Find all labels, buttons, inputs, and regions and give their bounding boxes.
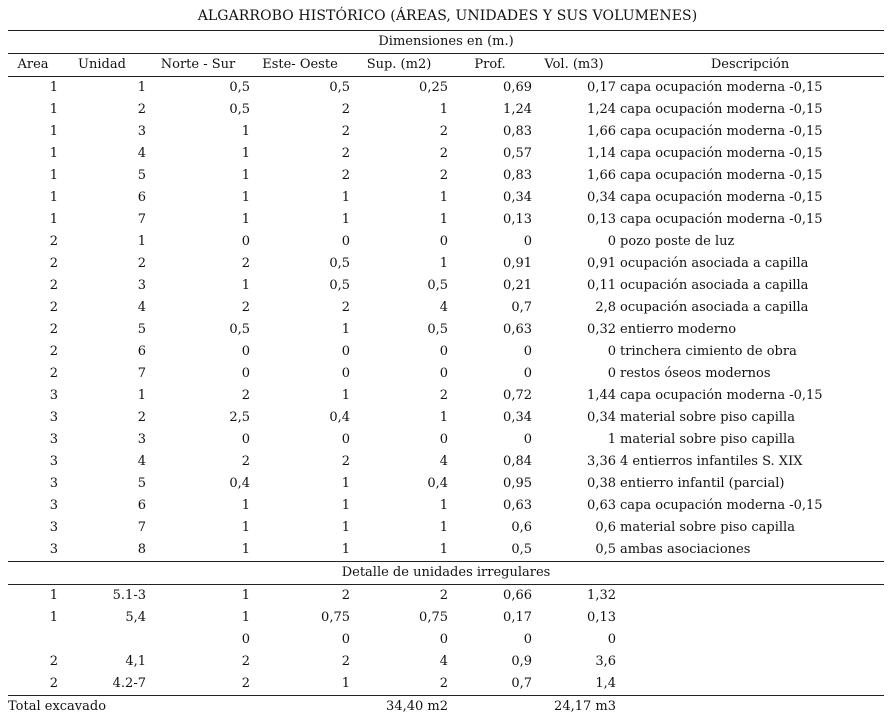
table-cell: 1 bbox=[341, 498, 350, 513]
table-cell: 2 bbox=[439, 124, 448, 139]
table-cell: 0 bbox=[439, 344, 448, 359]
table-cell: 1 bbox=[241, 542, 250, 557]
table-cell: 0,83 bbox=[503, 124, 532, 139]
cell-description: trinchera cimiento de obra bbox=[620, 344, 797, 359]
table-cell: 2 bbox=[49, 278, 58, 293]
table-row bbox=[8, 607, 884, 629]
table-cell: 2 bbox=[341, 588, 350, 603]
table-row bbox=[8, 629, 884, 651]
table-cell: 0,5 bbox=[229, 322, 250, 337]
table-cell: 2 bbox=[137, 256, 146, 271]
table-cell: 1 bbox=[241, 610, 250, 625]
table-cell: 1 bbox=[439, 410, 448, 425]
table-cell: 1 bbox=[49, 588, 58, 603]
table-cell: 0,6 bbox=[511, 520, 532, 535]
irregular-rows bbox=[8, 585, 884, 696]
table-cell: 3 bbox=[137, 124, 146, 139]
table-cell: 1 bbox=[439, 102, 448, 117]
table-cell: 2 bbox=[241, 676, 250, 691]
table-cell: 0,34 bbox=[587, 410, 616, 425]
table-cell: 1 bbox=[241, 168, 250, 183]
table-cell: 0,11 bbox=[587, 278, 616, 293]
table-cell: 0,9 bbox=[511, 654, 532, 669]
table-cell: 0 bbox=[341, 432, 350, 447]
table-cell: 3 bbox=[49, 476, 58, 491]
column-header: Norte - Sur bbox=[146, 54, 250, 77]
table-cell: 1,24 bbox=[503, 102, 532, 117]
table-cell: 0,13 bbox=[587, 610, 616, 625]
table-row bbox=[8, 121, 884, 143]
table-cell: 2 bbox=[341, 146, 350, 161]
table-cell: 1 bbox=[49, 168, 58, 183]
table-cell: 0 bbox=[241, 366, 250, 381]
table-cell: 4 bbox=[439, 654, 448, 669]
cell-description: ambas asociaciones bbox=[620, 542, 751, 557]
table-cell: 1 bbox=[439, 520, 448, 535]
table-cell: 2 bbox=[439, 168, 448, 183]
table-cell: 1 bbox=[49, 146, 58, 161]
table-cell: 0,75 bbox=[419, 610, 448, 625]
table-cell: 0,7 bbox=[511, 676, 532, 691]
table-cell: 0,63 bbox=[587, 498, 616, 513]
table-cell: 5 bbox=[137, 168, 146, 183]
table-cell: 2 bbox=[241, 654, 250, 669]
column-header: Este- Oeste bbox=[250, 54, 350, 77]
table-cell: 2 bbox=[439, 146, 448, 161]
table-cell: 2 bbox=[439, 388, 448, 403]
table-cell: 0,17 bbox=[503, 610, 532, 625]
table-cell: 1 bbox=[341, 190, 350, 205]
table-cell: 1,24 bbox=[587, 102, 616, 117]
table-cell: 0 bbox=[523, 632, 532, 647]
table-cell: 0,34 bbox=[587, 190, 616, 205]
table-cell: 0,17 bbox=[587, 80, 616, 95]
table-cell: 0,25 bbox=[419, 80, 448, 95]
table-cell: 1 bbox=[607, 432, 616, 447]
cell-description: material sobre piso capilla bbox=[620, 410, 795, 425]
table-cell: 0,91 bbox=[587, 256, 616, 271]
table-cell: 6 bbox=[137, 344, 146, 359]
table-cell: 3 bbox=[49, 542, 58, 557]
table-cell: 0,57 bbox=[503, 146, 532, 161]
cell-description: capa ocupación moderna -0,15 bbox=[620, 102, 823, 117]
table-cell: 0 bbox=[439, 432, 448, 447]
table-cell: 0 bbox=[241, 234, 250, 249]
empty-cell bbox=[616, 651, 884, 673]
dimensions-header-row bbox=[8, 31, 884, 54]
table-row bbox=[8, 99, 884, 121]
cell-description: capa ocupación moderna -0,15 bbox=[620, 168, 823, 183]
table-cell: 1 bbox=[241, 146, 250, 161]
table-cell: 2 bbox=[137, 410, 146, 425]
table-row bbox=[8, 673, 884, 696]
column-header: Prof. bbox=[448, 54, 532, 77]
table-cell: 5.1-3 bbox=[112, 588, 146, 603]
table-cell: 2 bbox=[49, 366, 58, 381]
table-cell: 0 bbox=[341, 344, 350, 359]
table-cell: 0 bbox=[607, 234, 616, 249]
table-row bbox=[8, 651, 884, 673]
cell-description: restos óseos modernos bbox=[620, 366, 771, 381]
table-cell: 2 bbox=[241, 454, 250, 469]
table-row bbox=[8, 187, 884, 209]
cell-description: ocupación asociada a capilla bbox=[620, 278, 809, 293]
table-cell: 1,66 bbox=[587, 168, 616, 183]
table-cell: 1 bbox=[137, 388, 146, 403]
table-cell: 1 bbox=[49, 80, 58, 95]
cell-description: entierro infantil (parcial) bbox=[620, 476, 785, 491]
table-row bbox=[8, 143, 884, 165]
total-label: Total excavado bbox=[8, 696, 250, 718]
table-cell: 0,69 bbox=[503, 80, 532, 95]
table-cell: 0,5 bbox=[329, 278, 350, 293]
table-cell: 0,4 bbox=[229, 476, 250, 491]
table-cell: 2 bbox=[439, 676, 448, 691]
table-cell: 1 bbox=[49, 610, 58, 625]
table-cell: 1,4 bbox=[595, 676, 616, 691]
table-cell: 2 bbox=[341, 124, 350, 139]
table-cell: 4.2-7 bbox=[112, 676, 146, 691]
empty-cell bbox=[616, 607, 884, 629]
table-cell: 1 bbox=[341, 676, 350, 691]
table-cell: 0,6 bbox=[595, 520, 616, 535]
table-row bbox=[8, 429, 884, 451]
table-cell: 1 bbox=[49, 190, 58, 205]
table-cell: 1 bbox=[439, 212, 448, 227]
table-cell: 0 bbox=[241, 632, 250, 647]
table-cell: 4 bbox=[137, 146, 146, 161]
table-cell: 4 bbox=[439, 300, 448, 315]
table-cell: 0,95 bbox=[503, 476, 532, 491]
table-cell: 1 bbox=[241, 190, 250, 205]
table-row bbox=[8, 363, 884, 385]
table-cell: 0 bbox=[523, 344, 532, 359]
table-cell: 0,83 bbox=[503, 168, 532, 183]
table-cell: 7 bbox=[137, 520, 146, 535]
column-header: Vol. (m3) bbox=[532, 54, 616, 77]
cell-description: ocupación asociada a capilla bbox=[620, 256, 809, 271]
empty-cell bbox=[616, 673, 884, 696]
irregular-header-row bbox=[8, 562, 884, 585]
table-row bbox=[8, 539, 884, 562]
table-cell: 5 bbox=[137, 322, 146, 337]
table-cell: 1 bbox=[341, 520, 350, 535]
table-row bbox=[8, 495, 884, 517]
table-cell: 2 bbox=[137, 102, 146, 117]
table-row bbox=[8, 385, 884, 407]
table-cell: 0,4 bbox=[329, 410, 350, 425]
cell-description: pozo poste de luz bbox=[620, 234, 735, 249]
table-cell bbox=[58, 629, 146, 651]
table-cell: 0,91 bbox=[503, 256, 532, 271]
table-cell: 1,66 bbox=[587, 124, 616, 139]
table-cell: 7 bbox=[137, 366, 146, 381]
table-cell: 2 bbox=[49, 654, 58, 669]
table-row bbox=[8, 275, 884, 297]
table-row bbox=[8, 165, 884, 187]
table-cell: 1 bbox=[137, 80, 146, 95]
table-cell: 0,72 bbox=[503, 388, 532, 403]
table-cell: 0 bbox=[607, 366, 616, 381]
table-cell: 1 bbox=[241, 124, 250, 139]
table-cell: 0,5 bbox=[511, 542, 532, 557]
cell-description: ocupación asociada a capilla bbox=[620, 300, 809, 315]
table-cell: 1 bbox=[439, 256, 448, 271]
table-cell: 0 bbox=[241, 432, 250, 447]
total-volume: 24,17 m3 bbox=[448, 696, 616, 718]
table-cell: 5,4 bbox=[125, 610, 146, 625]
table-cell: 1 bbox=[241, 588, 250, 603]
cell-description: capa ocupación moderna -0,15 bbox=[620, 498, 823, 513]
table-cell: 0,13 bbox=[503, 212, 532, 227]
table-row bbox=[8, 407, 884, 429]
table-cell: 4 bbox=[439, 454, 448, 469]
cell-description: capa ocupación moderna -0,15 bbox=[620, 388, 823, 403]
table-cell: 0 bbox=[607, 632, 616, 647]
table-cell: 2 bbox=[241, 300, 250, 315]
table-row bbox=[8, 451, 884, 473]
table-cell: 2 bbox=[241, 388, 250, 403]
table-cell: 0,21 bbox=[503, 278, 532, 293]
table-cell: 6 bbox=[137, 498, 146, 513]
table-cell: 2 bbox=[341, 454, 350, 469]
table-cell: 3 bbox=[49, 454, 58, 469]
table-cell: 2 bbox=[341, 168, 350, 183]
cell-description: capa ocupación moderna -0,15 bbox=[620, 124, 823, 139]
table-cell: 3,36 bbox=[587, 454, 616, 469]
table-cell: 2 bbox=[341, 300, 350, 315]
table-cell: 2,5 bbox=[229, 410, 250, 425]
table-cell: 3 bbox=[49, 520, 58, 535]
total-surface: 34,40 m2 bbox=[250, 696, 448, 718]
total-section bbox=[8, 696, 884, 718]
table-row bbox=[8, 253, 884, 275]
table-cell: 3 bbox=[49, 410, 58, 425]
table-cell: 2 bbox=[49, 676, 58, 691]
table-cell: 1 bbox=[341, 476, 350, 491]
table-cell: 1 bbox=[439, 542, 448, 557]
table-cell: 1,32 bbox=[587, 588, 616, 603]
table-cell: 1 bbox=[49, 102, 58, 117]
table-cell: 1 bbox=[241, 212, 250, 227]
table-cell: 1 bbox=[241, 498, 250, 513]
table-cell: 0 bbox=[341, 234, 350, 249]
table-cell: 2 bbox=[49, 322, 58, 337]
table-cell: 0,34 bbox=[503, 410, 532, 425]
table-row bbox=[8, 517, 884, 539]
table-cell: 3 bbox=[137, 432, 146, 447]
table-cell: 0,4 bbox=[427, 476, 448, 491]
total-row bbox=[8, 696, 884, 718]
table-cell: 2 bbox=[341, 654, 350, 669]
table-row bbox=[8, 585, 884, 608]
dimensions-header: Dimensiones en (m.) bbox=[8, 31, 884, 54]
table-cell: 2 bbox=[49, 300, 58, 315]
main-rows bbox=[8, 77, 884, 562]
table-cell: 2 bbox=[341, 102, 350, 117]
table-cell: 5 bbox=[137, 476, 146, 491]
table-row bbox=[8, 297, 884, 319]
table-cell: 1,14 bbox=[587, 146, 616, 161]
table-cell: 0 bbox=[523, 366, 532, 381]
table-cell: 0,84 bbox=[503, 454, 532, 469]
table-cell: 0,38 bbox=[587, 476, 616, 491]
table-cell: 4,1 bbox=[125, 654, 146, 669]
cell-description: entierro moderno bbox=[620, 322, 737, 337]
table-cell: 4 bbox=[137, 300, 146, 315]
table-cell: 2 bbox=[49, 256, 58, 271]
irregular-header: Detalle de unidades irregulares bbox=[8, 562, 884, 585]
total-empty-cell bbox=[616, 696, 884, 718]
table-cell: 0 bbox=[607, 344, 616, 359]
cell-description: capa ocupación moderna -0,15 bbox=[620, 80, 823, 95]
table-cell: 0,5 bbox=[329, 256, 350, 271]
cell-description: capa ocupación moderna -0,15 bbox=[620, 146, 823, 161]
table-cell: 2 bbox=[49, 234, 58, 249]
table-row bbox=[8, 231, 884, 253]
column-header: Descripción bbox=[616, 54, 884, 77]
table-cell: 1 bbox=[49, 124, 58, 139]
empty-cell bbox=[616, 629, 884, 651]
table-cell: 3,6 bbox=[595, 654, 616, 669]
table-cell: 0,5 bbox=[427, 322, 448, 337]
column-header: Area bbox=[8, 54, 58, 77]
table-cell: 2 bbox=[241, 256, 250, 271]
table-cell: 3 bbox=[49, 388, 58, 403]
table-cell bbox=[8, 629, 58, 651]
table-row bbox=[8, 473, 884, 495]
table-cell: 1 bbox=[341, 212, 350, 227]
table-cell: 0,7 bbox=[511, 300, 532, 315]
table-cell: 8 bbox=[137, 542, 146, 557]
table-cell: 3 bbox=[49, 432, 58, 447]
table-cell: 1 bbox=[439, 190, 448, 205]
table-cell: 1 bbox=[341, 322, 350, 337]
column-header-row bbox=[8, 54, 884, 77]
empty-cell bbox=[616, 585, 884, 608]
table-cell: 0,5 bbox=[427, 278, 448, 293]
table-cell: 0 bbox=[439, 632, 448, 647]
irregular-section bbox=[8, 562, 884, 585]
table-cell: 1 bbox=[439, 498, 448, 513]
table-cell: 0,5 bbox=[229, 80, 250, 95]
cell-description: capa ocupación moderna -0,15 bbox=[620, 212, 823, 227]
table-cell: 0 bbox=[523, 234, 532, 249]
table-row bbox=[8, 77, 884, 100]
table-cell: 6 bbox=[137, 190, 146, 205]
table-cell: 2 bbox=[439, 588, 448, 603]
table-cell: 0,5 bbox=[595, 542, 616, 557]
table-row bbox=[8, 209, 884, 231]
table-cell: 0,66 bbox=[503, 588, 532, 603]
table-cell: 0 bbox=[439, 234, 448, 249]
data-table bbox=[8, 30, 884, 718]
table-cell: 3 bbox=[137, 278, 146, 293]
table-cell: 0 bbox=[241, 344, 250, 359]
table-cell: 0,63 bbox=[503, 498, 532, 513]
table-row bbox=[8, 341, 884, 363]
column-header: Sup. (m2) bbox=[350, 54, 448, 77]
table-cell: 0,63 bbox=[503, 322, 532, 337]
table-cell: 0,13 bbox=[587, 212, 616, 227]
table-cell: 0,5 bbox=[329, 80, 350, 95]
table-cell: 7 bbox=[137, 212, 146, 227]
table-cell: 0 bbox=[341, 366, 350, 381]
table-cell: 0,75 bbox=[321, 610, 350, 625]
table-cell: 0,32 bbox=[587, 322, 616, 337]
column-header: Unidad bbox=[58, 54, 146, 77]
table-cell: 0 bbox=[523, 432, 532, 447]
table-cell: 1 bbox=[49, 212, 58, 227]
cell-description: material sobre piso capilla bbox=[620, 520, 795, 535]
table-cell: 0,34 bbox=[503, 190, 532, 205]
table-cell: 0 bbox=[341, 632, 350, 647]
table-cell: 1 bbox=[137, 234, 146, 249]
table-cell: 1 bbox=[341, 388, 350, 403]
cell-description: material sobre piso capilla bbox=[620, 432, 795, 447]
table-cell: 0 bbox=[439, 366, 448, 381]
table-cell: 4 bbox=[137, 454, 146, 469]
table-row bbox=[8, 319, 884, 341]
table-cell: 1 bbox=[241, 278, 250, 293]
cell-description: 4 entierros infantiles S. XIX bbox=[620, 454, 803, 469]
table-cell: 2 bbox=[49, 344, 58, 359]
table-cell: 1 bbox=[241, 520, 250, 535]
cell-description: capa ocupación moderna -0,15 bbox=[620, 190, 823, 205]
table-title: ALGARROBO HISTÓRICO (ÁREAS, UNIDADES Y SUS VOLUMENES) bbox=[197, 8, 698, 24]
table-cell: 3 bbox=[49, 498, 58, 513]
table-cell: 1,44 bbox=[587, 388, 616, 403]
table-cell: 0,5 bbox=[229, 102, 250, 117]
table-cell: 1 bbox=[341, 542, 350, 557]
table-cell: 2,8 bbox=[595, 300, 616, 315]
